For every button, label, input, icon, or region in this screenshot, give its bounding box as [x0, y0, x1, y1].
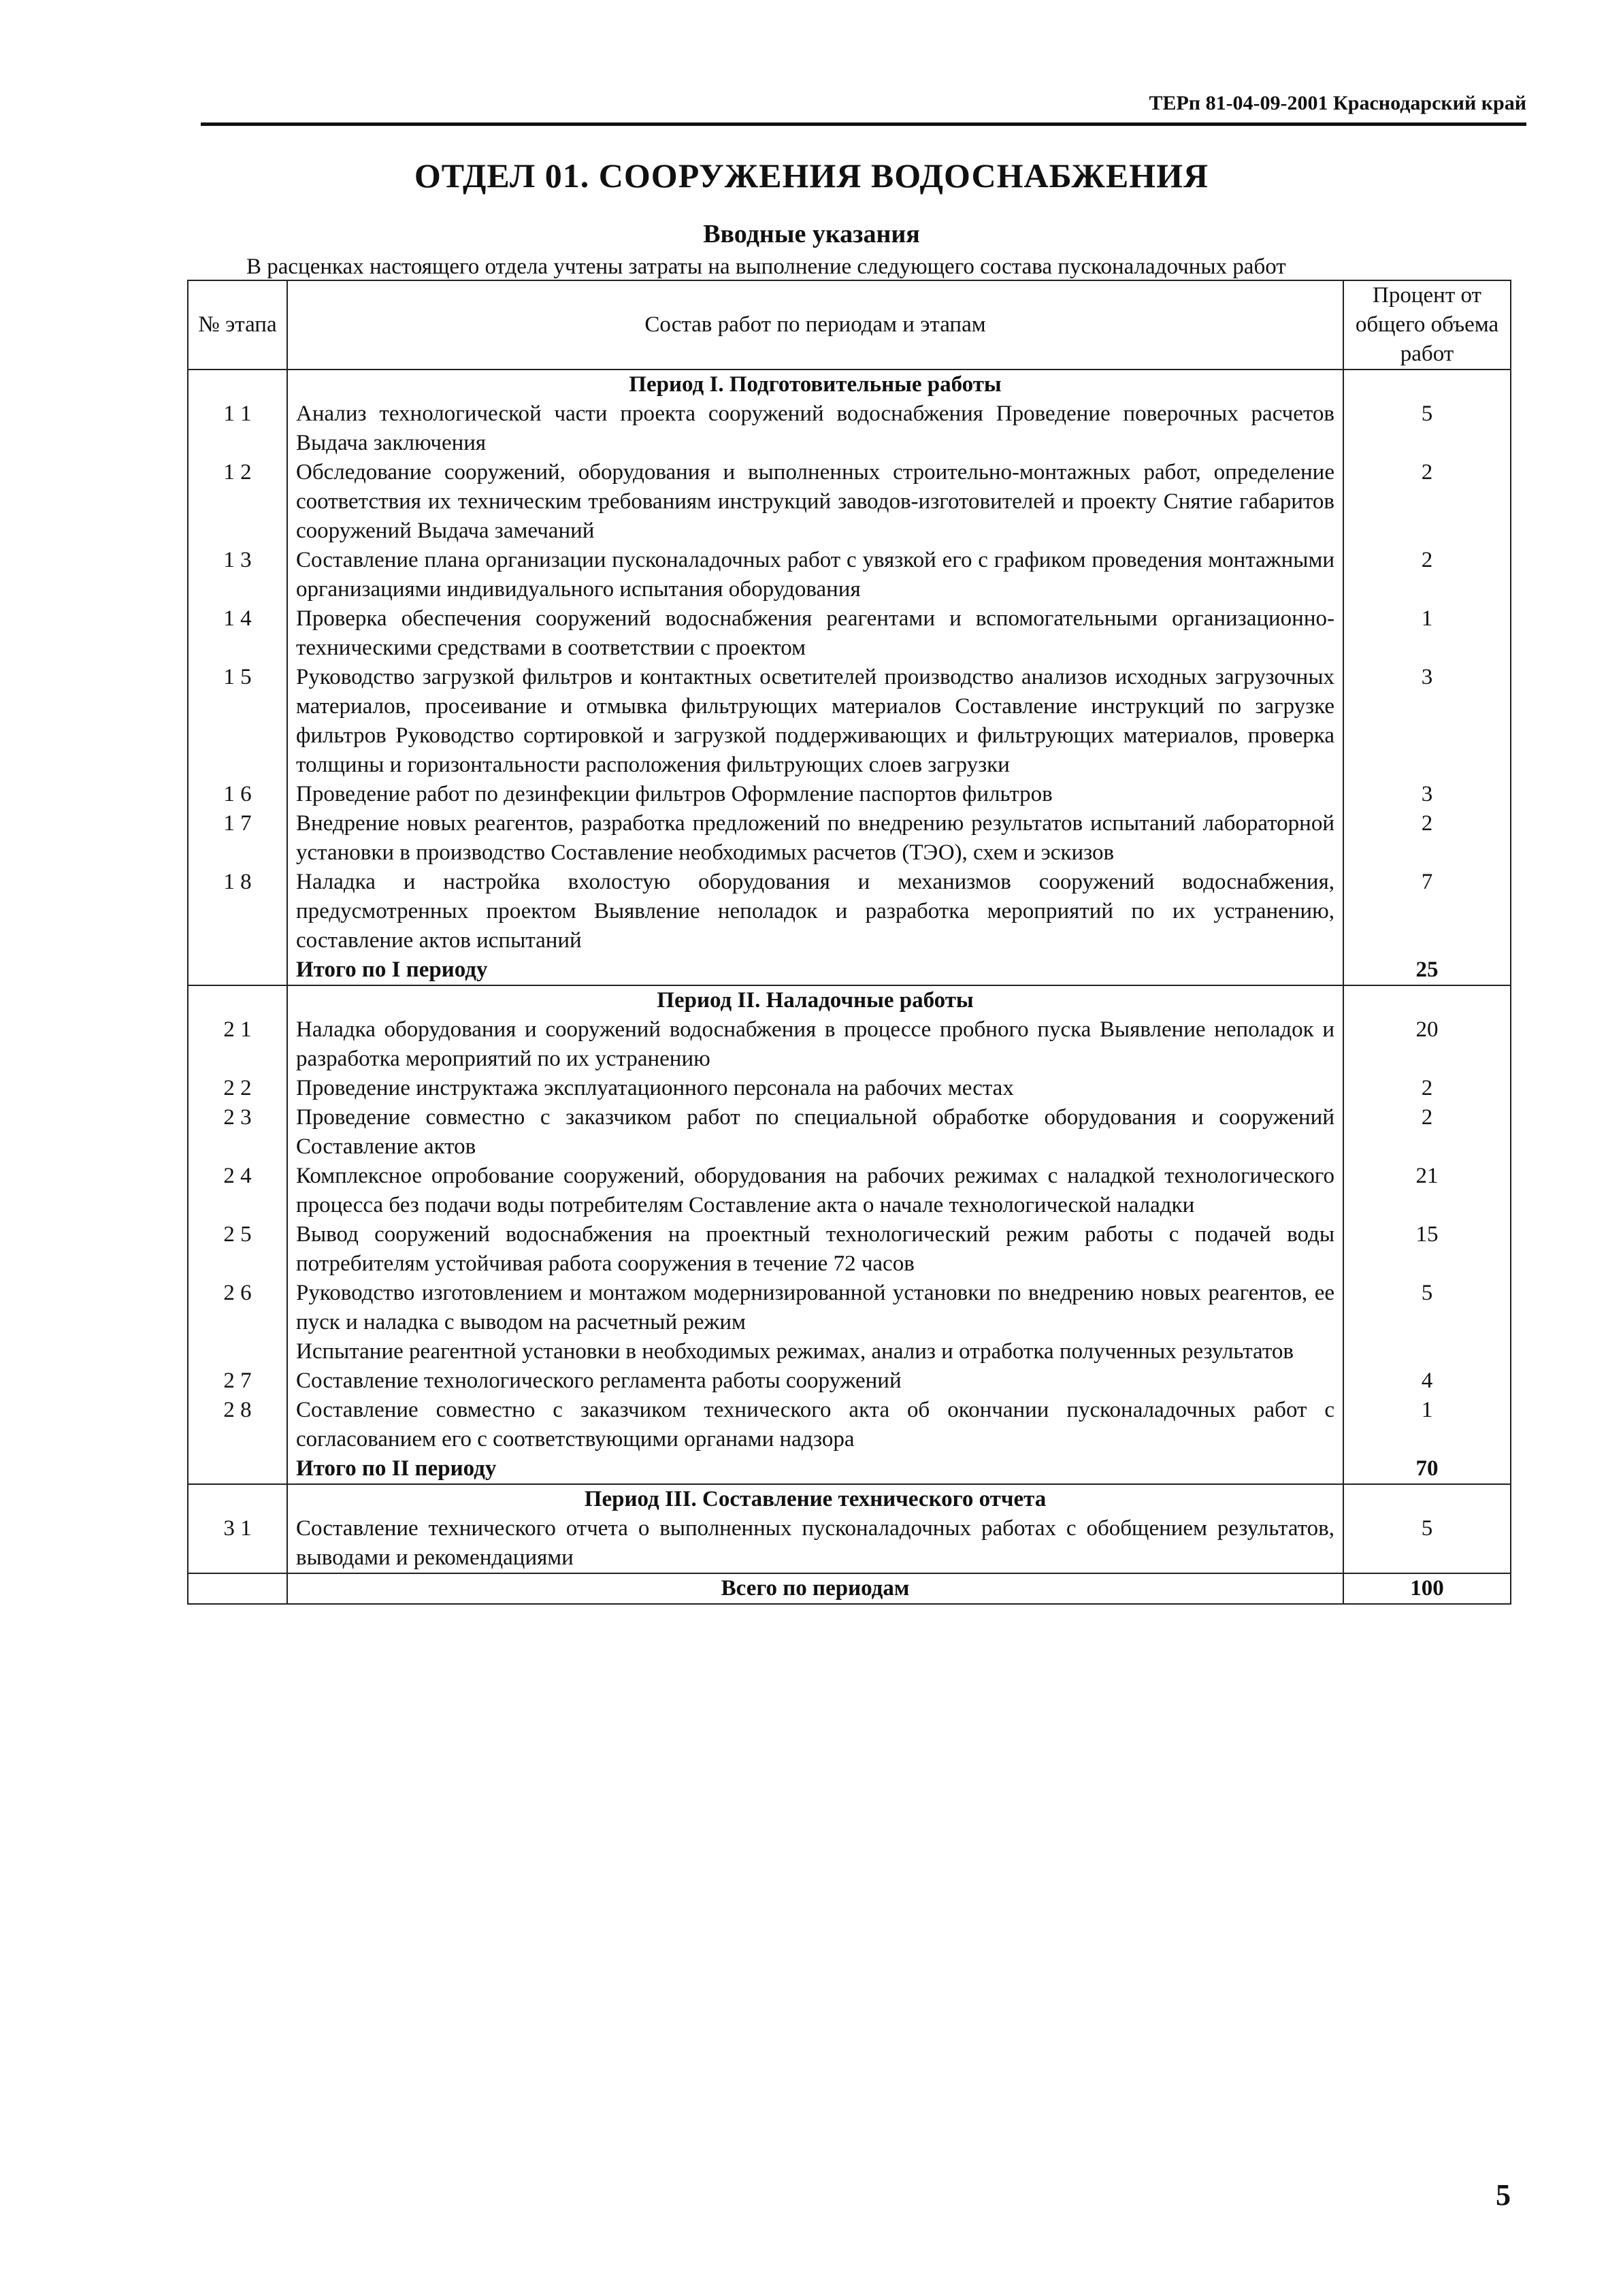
table-row: [188, 1074, 1511, 1103]
period-total-label: Итого по II периоду: [287, 1454, 1343, 1484]
grand-total-percent: 100: [1343, 1573, 1511, 1604]
stage-percent: 3: [1343, 780, 1511, 809]
period-total-row: [188, 1454, 1511, 1484]
section-title: ОТДЕЛ 01. СООРУЖЕНИЯ ВОДОСНАБЖЕНИЯ: [414, 157, 1209, 195]
stage-number: 2 3: [188, 1103, 287, 1162]
table-row: [188, 868, 1511, 955]
stage-percent: 2: [1343, 1074, 1511, 1103]
stage-percent: 3: [1343, 663, 1511, 780]
table-row: [188, 458, 1511, 546]
stage-percent: 5: [1343, 1514, 1511, 1573]
table-header-row: [188, 280, 1511, 370]
table-row: [188, 1514, 1511, 1573]
stage-description: Проведение инструктажа эксплуатационного персонала на рабочих местах: [287, 1074, 1343, 1103]
stage-percent: 15: [1343, 1220, 1511, 1279]
stage-percent: 20: [1343, 1015, 1511, 1074]
intro-text: В расценках настоящего отдела учтены затраты на выполнение следующего состава пусконаладочных работ: [246, 255, 1286, 279]
stage-number: 2 8: [188, 1396, 287, 1454]
period-total-percent: 25: [1343, 955, 1511, 985]
period-pct-cell: [1343, 370, 1511, 399]
header-rule: [201, 122, 1526, 126]
table-row: [188, 604, 1511, 663]
table-row: [188, 1337, 1511, 1366]
period-heading-row: [188, 985, 1511, 1015]
period-num-cell: [188, 1484, 287, 1514]
stage-number: 1 1: [188, 399, 287, 458]
stage-percent: 1: [1343, 604, 1511, 663]
table-row: [188, 1103, 1511, 1162]
table-row: [188, 1366, 1511, 1396]
stage-description: Составление технологического регламента работы сооружений: [287, 1366, 1343, 1396]
stage-description: Составление плана организации пусконаладочных работ с увязкой его с графиком проведения монтажными организациями индивидуального испытания оборудования: [287, 546, 1343, 604]
table-row: [188, 1220, 1511, 1279]
period-heading: Период I. Подготовительные работы: [287, 370, 1343, 399]
stage-description: Проверка обеспечения сооружений водоснабжения реагентами и вспомогательными организационно-техническими средствами в соответствии с проектом: [287, 604, 1343, 663]
stage-percent: 5: [1343, 1279, 1511, 1337]
stage-percent: 21: [1343, 1162, 1511, 1220]
stage-number: 2 2: [188, 1074, 287, 1103]
stage-number: 2 4: [188, 1162, 287, 1220]
table-row: [188, 546, 1511, 604]
document-code-header: ТЕРп 81-04-09-2001 Краснодарский край: [1149, 92, 1526, 114]
period-heading-row: [188, 1484, 1511, 1514]
table-row: [188, 1162, 1511, 1220]
period-heading: Период III. Составление технического отчета: [287, 1484, 1343, 1514]
header-work-description: Состав работ по периодам и этапам: [287, 280, 1343, 370]
period-pct-cell: [1343, 1484, 1511, 1514]
stage-description: Проведение работ по дезинфекции фильтров Оформление паспортов фильтров: [287, 780, 1343, 809]
stage-number: 2 6: [188, 1279, 287, 1337]
stage-description: Внедрение новых реагентов, разработка предложений по внедрению результатов испытаний лабораторной установки в производство Составление необходимых расчетов (ТЭО), схем и эскизов: [287, 809, 1343, 868]
stage-number: 1 8: [188, 868, 287, 955]
stage-description: Составление технического отчета о выполненных пусконаладочных работах с обобщением результатов, выводами и рекомендациями: [287, 1514, 1343, 1573]
section-subtitle: Вводные указания: [703, 220, 920, 248]
stage-number: 1 7: [188, 809, 287, 868]
stage-percent: 2: [1343, 809, 1511, 868]
stage-number: 1 4: [188, 604, 287, 663]
table-row: [188, 663, 1511, 780]
table-row: [188, 809, 1511, 868]
stage-number: 2 7: [188, 1366, 287, 1396]
stage-description: Обследование сооружений, оборудования и выполненных строительно-монтажных работ, определение соответствия их техническим требованиям инструкций заводов-изготовителей и проекту Снятие габаритов сооружений Выдача замечаний: [287, 458, 1343, 546]
stage-percent: 5: [1343, 399, 1511, 458]
stage-number: 1 6: [188, 780, 287, 809]
period-heading: Период II. Наладочные работы: [287, 985, 1343, 1015]
period-total-label: Итого по I периоду: [287, 955, 1343, 985]
stage-description: Анализ технологической части проекта сооружений водоснабжения Проведение поверочных расчетов Выдача заключения: [287, 399, 1343, 458]
table-row: [188, 1279, 1511, 1337]
stage-description: Проведение совместно с заказчиком работ по специальной обработке оборудования и сооружений Составление актов: [287, 1103, 1343, 1162]
stage-description: Руководство изготовлением и монтажом модернизированной установки по внедрению новых реагентов, ее пуск и наладка с выводом на расчетный режим: [287, 1279, 1343, 1337]
period-pct-cell: [1343, 985, 1511, 1015]
table-row: [188, 399, 1511, 458]
stage-percent: 2: [1343, 458, 1511, 546]
stage-percent: 4: [1343, 1366, 1511, 1396]
stage-description: Наладка и настройка вхолостую оборудования и механизмов сооружений водоснабжения, предусмотренных проектом Выявление неполадок и разработка мероприятий по их устранению, составление актов испытаний: [287, 868, 1343, 955]
total-num-cell: [188, 955, 287, 985]
grand-num-cell: [188, 1573, 287, 1604]
stage-description: Комплексное опробование сооружений, оборудования на рабочих режимах с наладкой технологического процесса без подачи воды потребителям Составление акта о начале технологической наладки: [287, 1162, 1343, 1220]
stage-number: 1 2: [188, 458, 287, 546]
stage-number: 1 5: [188, 663, 287, 780]
table-row: [188, 1396, 1511, 1454]
header-percent: Процент от общего объема работ: [1343, 280, 1511, 370]
table-row: [188, 1015, 1511, 1074]
period-heading-row: [188, 370, 1511, 399]
stage-number: 3 1: [188, 1514, 287, 1573]
stage-percent: 1: [1343, 1396, 1511, 1454]
stage-percent: 2: [1343, 546, 1511, 604]
grand-total-label: Всего по периодам: [287, 1573, 1343, 1604]
period-num-cell: [188, 985, 287, 1015]
period-num-cell: [188, 370, 287, 399]
period-total-row: [188, 955, 1511, 985]
stage-description: Руководство загрузкой фильтров и контактных осветителей производство анализов исходных загрузочных материалов, просеивание и отмывка фильтрующих материалов Составление инструкций по загрузке фильтров Руководство сортировкой и загрузкой поддерживающих и фильтрующих материалов, проверка толщины и горизонтальности расположения фильтрующих слоев загрузки: [287, 663, 1343, 780]
total-num-cell: [188, 1454, 287, 1484]
page-number: 5: [1496, 2178, 1511, 2212]
grand-total-row: [188, 1573, 1511, 1604]
stage-number: 2 1: [188, 1015, 287, 1074]
header-stage-number: № этапа: [188, 280, 287, 370]
stage-description: Наладка оборудования и сооружений водоснабжения в процессе пробного пуска Выявление неполадок и разработка мероприятий по их устранению: [287, 1015, 1343, 1074]
period-total-percent: 70: [1343, 1454, 1511, 1484]
stage-percent: [1343, 1337, 1511, 1366]
stage-description: Вывод сооружений водоснабжения на проектный технологический режим работы с подачей воды потребителям устойчивая работа сооружения в течение 72 часов: [287, 1220, 1343, 1279]
stage-percent: 2: [1343, 1103, 1511, 1162]
stage-percent: 7: [1343, 868, 1511, 955]
stage-number: 1 3: [188, 546, 287, 604]
stage-number: [188, 1337, 287, 1366]
stage-number: 2 5: [188, 1220, 287, 1279]
stage-description: Испытание реагентной установки в необходимых режимах, анализ и отработка полученных результатов: [287, 1337, 1343, 1366]
stage-description: Составление совместно с заказчиком технического акта об окончании пусконаладочных работ с согласованием его с соответствующими органами надзора: [287, 1396, 1343, 1454]
table-row: [188, 780, 1511, 809]
works-table: [187, 280, 1511, 1605]
